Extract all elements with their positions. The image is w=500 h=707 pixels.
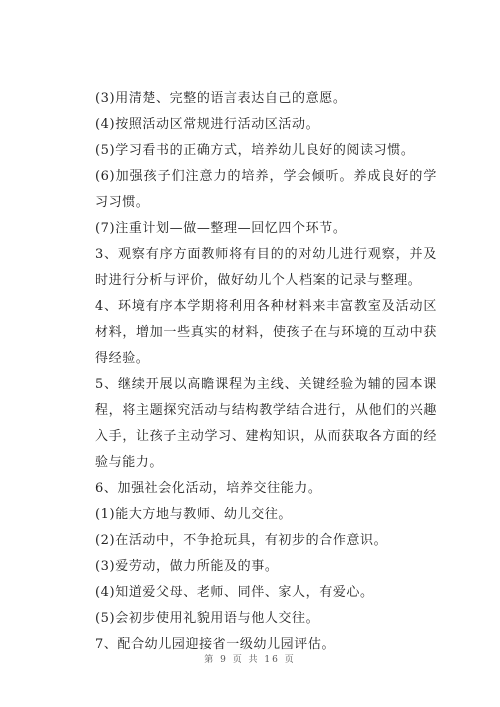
page-number-footer: 第 9 页 共 16 页	[204, 655, 296, 665]
paragraph-observation: 3、观察有序方面教师将有目的的对幼儿进行观察，并及时进行分析与评价，做好幼儿个人档案的记录与整理。	[95, 247, 437, 288]
paragraph-goal-4: (4)按照活动区常规进行活动区活动。	[95, 117, 320, 132]
document-body	[95, 86, 437, 658]
paragraph-social-3: (3)爱劳动，做力所能及的事。	[95, 559, 279, 574]
paragraph-environment: 4、环境有序本学期将利用各种材料来丰富教室及活动区材料，增加一些真实的材料，使孩子在与环境的互动中获得经验。	[95, 299, 437, 366]
paragraph-goal-5: (5)学习看书的正确方式，培养幼儿良好的阅读习惯。	[95, 143, 415, 158]
paragraph-social-activities: 6、加强社会化活动，培养交往能力。	[95, 481, 322, 496]
paragraph-social-5: (5)会初步使用礼貌用语与他人交往。	[95, 611, 320, 626]
paragraph-social-2: (2)在活动中，不争抢玩具，有初步的合作意识。	[95, 533, 388, 548]
paragraph-social-1: (1)能大方地与教师、幼儿交往。	[95, 507, 293, 522]
paragraph-social-4: (4)知道爱父母、老师、同伴、家人，有爱心。	[95, 585, 374, 600]
paragraph-goal-3: (3)用清楚、完整的语言表达自己的意愿。	[95, 91, 347, 106]
paragraph-goal-6: (6)加强孩子们注意力的培养，学会倾听。养成良好的学习习惯。	[95, 169, 437, 210]
paragraph-evaluation: 7、配合幼儿园迎接省一级幼儿园评估。	[95, 637, 336, 652]
paragraph-curriculum: 5、继续开展以高瞻课程为主线、关键经验为辅的园本课程，将主题探究活动与结构教学结合进行，从他们的兴趣入手，让孩子主动学习、建构知识，从而获取各方面的经验与能力。	[95, 377, 437, 470]
paragraph-goal-7: (7)注重计划—做—整理—回忆四个环节。	[95, 221, 347, 236]
